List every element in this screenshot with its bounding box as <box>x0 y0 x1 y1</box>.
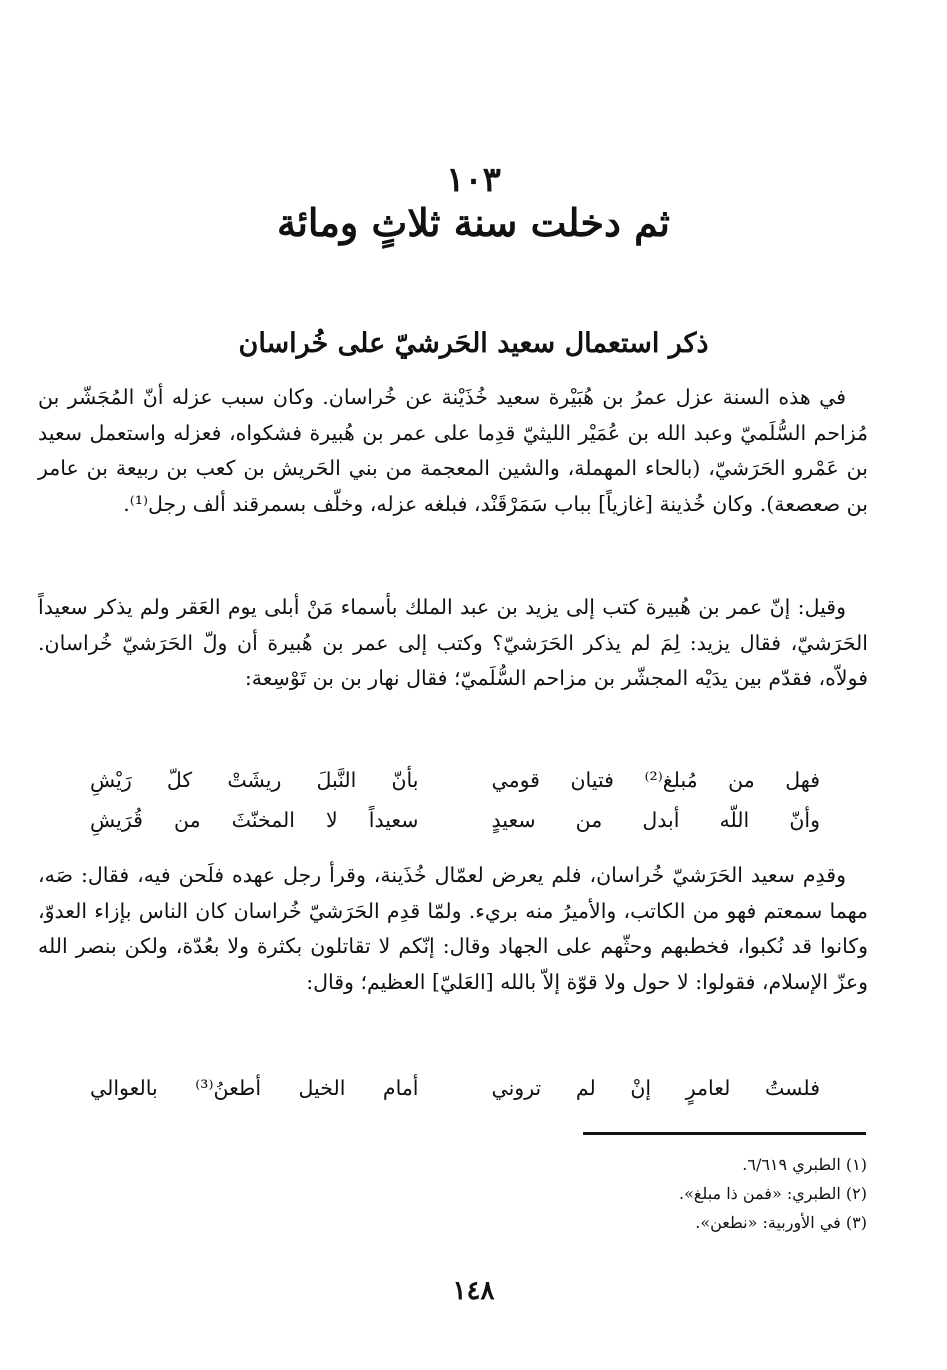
section-heading: ذكر استعمال سعيد الحَرشيّ على خُراسان <box>238 328 709 359</box>
page-number: ١٤٨ <box>452 1276 495 1306</box>
verse-hemistich-left: أمام الخيل أطعنُ⁽³⁾ بالعوالي <box>90 1076 419 1100</box>
footnotes <box>380 1150 867 1237</box>
body-paragraph: في هذه السنة عزل عمرُ بن هُبَيْرة سعيد خُذَيْنة عن خُراسان. وكان سبب عزله أنّ المُجَشّر بن مُزاحم السُّلَميّ وعبد الله بن عُمَيْر الليثيّ قدِما على عمر بن هُبيرة فشكواه، فعزله واستعمل سعيد بن عَمْرو الحَرَشيّ، (بالحاء المهملة، والشين المعجمة من بني الحَريش بن كعب بن ربيعة بن عامر بن صعصعة). وكان خُذينة [غازياً] بباب سَمَرْقَنْد، فبلغه عزله، وخلّف بسمرقند ألف رجل⁽¹⁾. <box>38 385 868 516</box>
verse-line <box>90 760 820 800</box>
verse-line <box>90 800 820 840</box>
year-number: ١٠٣ <box>446 160 501 200</box>
footnote: (٢) الطبري: «فمن ذا مبلغ». <box>679 1184 867 1203</box>
footnote: (١) الطبري ٦/٦١٩. <box>742 1155 867 1174</box>
verse-line <box>90 1068 820 1108</box>
footnote: (٣) في الأوربية: «نطعن». <box>695 1213 867 1232</box>
body-paragraph-1-block <box>38 380 868 522</box>
body-paragraph: وقيل: إنّ عمر بن هُبيرة كتب إلى يزيد بن عبد الملك بأسماء مَنْ أبلى يوم العَقر ولم يذكر سعيداً الحَرَشيّ، فقال يزيد: لِمَ لم يذكر الحَرَشيّ؟ وكتب إلى عمر بن هُبيرة أن ولّ الحَرَشيّ خُراسان. فولاّه، فقدّم بين يدَيْه المجشّر بن مزاحم السُّلَميّ؛ فقال نهار بن بن تَوْسِعة: <box>38 595 868 690</box>
verse-hemistich-left: بأنّ النَّبلَ ريشَتْ كلّ رَيْشِ <box>90 768 419 792</box>
body-paragraph-3-block <box>38 858 868 1000</box>
verse-hemistich-right: فلستُ لعامرٍ إنْ لم تروني <box>491 1076 820 1100</box>
footnote-separator <box>583 1132 866 1135</box>
verse-hemistich-left: سعيداً لا المخنّثَ من قُرَيشِ <box>90 808 419 832</box>
chapter-title: ثم دخلت سنة ثلاثٍ ومائة <box>276 200 671 245</box>
body-paragraph-2-block <box>38 590 868 697</box>
body-paragraph: وقدِم سعيد الحَرَشيّ خُراسان، فلم يعرض لعمّال خُذَينة، وقرأ رجل عهده فلَحن فيه، فقال: صَه، مهما سمعتم فهو من الكاتب، والأميرُ منه بريء. ولمّا قدِم الحَرَشيّ خُراسان كان الناس بإزاء العدوّ، وكانوا قد نُكبوا، فخطبهم وحثّهم على الجهاد وقال: إنّكم لا تقاتلون بكثرة ولا بعُدّة، ولكن بنصر الله وعزّ الإسلام، فقولوا: لا حول ولا قوّة إلاّ بالله [العَليّ] العظيم؛ وقال: <box>38 863 868 994</box>
verse-hemistich-right: وأنّ اللّه أبدل من سعيدٍ <box>491 808 820 832</box>
verse-hemistich-right: فهل من مُبلغ⁽²⁾ فتيان قومي <box>491 768 821 792</box>
poem-verses-1 <box>90 760 820 840</box>
poem-verses-2 <box>90 1068 820 1108</box>
